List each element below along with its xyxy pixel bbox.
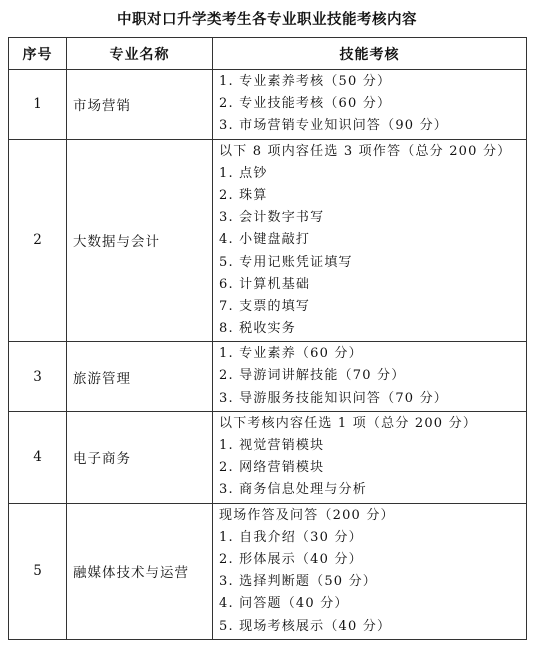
row-content: [213, 411, 527, 503]
content-line: 1. 自我介绍（30 分）: [219, 529, 363, 545]
content-line: 4. 小键盘敲打: [219, 232, 311, 248]
table-row: [9, 70, 527, 140]
table-row: [9, 139, 527, 342]
row-seq: 5: [9, 503, 67, 639]
content-line: 4. 问答题（40 分）: [219, 596, 349, 612]
content-line: 7. 支票的填写: [219, 298, 311, 314]
row-content: [213, 139, 527, 342]
row-major: 市场营销: [67, 70, 213, 140]
content-line: 2. 专业技能考核（60 分）: [219, 96, 392, 112]
content-line: 1. 视觉营销模块: [219, 438, 325, 453]
content-line: 1. 点钞: [219, 165, 268, 181]
header-content: 技能考核: [213, 38, 527, 70]
content-line: 5. 现场考核展示（40 分）: [219, 618, 392, 634]
header-seq: 序号: [9, 38, 67, 70]
table-header-row: [9, 38, 527, 70]
row-seq: 3: [9, 342, 67, 412]
content-line: 6. 计算机基础: [219, 276, 311, 292]
skills-table: [8, 37, 527, 640]
page-title: 中职对口升学类考生各专业职业技能考核内容: [117, 12, 417, 28]
row-seq: 2: [9, 139, 67, 342]
row-major: 大数据与会计: [67, 139, 213, 342]
content-line: 2. 形体展示（40 分）: [219, 551, 363, 567]
row-content: [213, 70, 527, 140]
content-line: 现场作答及问答（200 分）: [219, 507, 395, 523]
row-seq: 4: [9, 411, 67, 503]
content-line: 5. 专用记账凭证填写: [219, 254, 353, 270]
content-line: 3. 商务信息处理与分析: [219, 482, 367, 498]
content-line: 1. 专业素养考核（50 分）: [219, 74, 392, 89]
table-row: [9, 342, 527, 412]
content-line: 2. 珠算: [219, 187, 268, 203]
row-major: 电子商务: [67, 411, 213, 503]
content-line: 以下考核内容任选 1 项（总分 200 分）: [219, 415, 478, 431]
row-major: 融媒体技术与运营: [67, 503, 213, 639]
content-line: 3. 选择判断题（50 分）: [219, 574, 378, 590]
content-line: 2. 网络营销模块: [219, 460, 325, 476]
content-line: 3. 导游服务技能知识问答（70 分）: [219, 390, 449, 406]
content-line: 8. 税收实务: [219, 321, 296, 337]
row-content: [213, 342, 527, 412]
content-line: 1. 专业素养（60 分）: [219, 346, 363, 362]
row-seq: 1: [9, 70, 67, 140]
row-content: [213, 503, 527, 639]
table-row: [9, 503, 527, 639]
header-major: 专业名称: [67, 38, 213, 70]
row-major: 旅游管理: [67, 342, 213, 412]
table-row: [9, 411, 527, 503]
content-line: 3. 会计数字书写: [219, 210, 325, 226]
content-line: 2. 导游词讲解技能（70 分）: [219, 368, 406, 384]
content-line: 以下 8 项内容任选 3 项作答（总分 200 分）: [219, 143, 512, 159]
content-line: 3. 市场营销专业知识问答（90 分）: [219, 118, 449, 134]
